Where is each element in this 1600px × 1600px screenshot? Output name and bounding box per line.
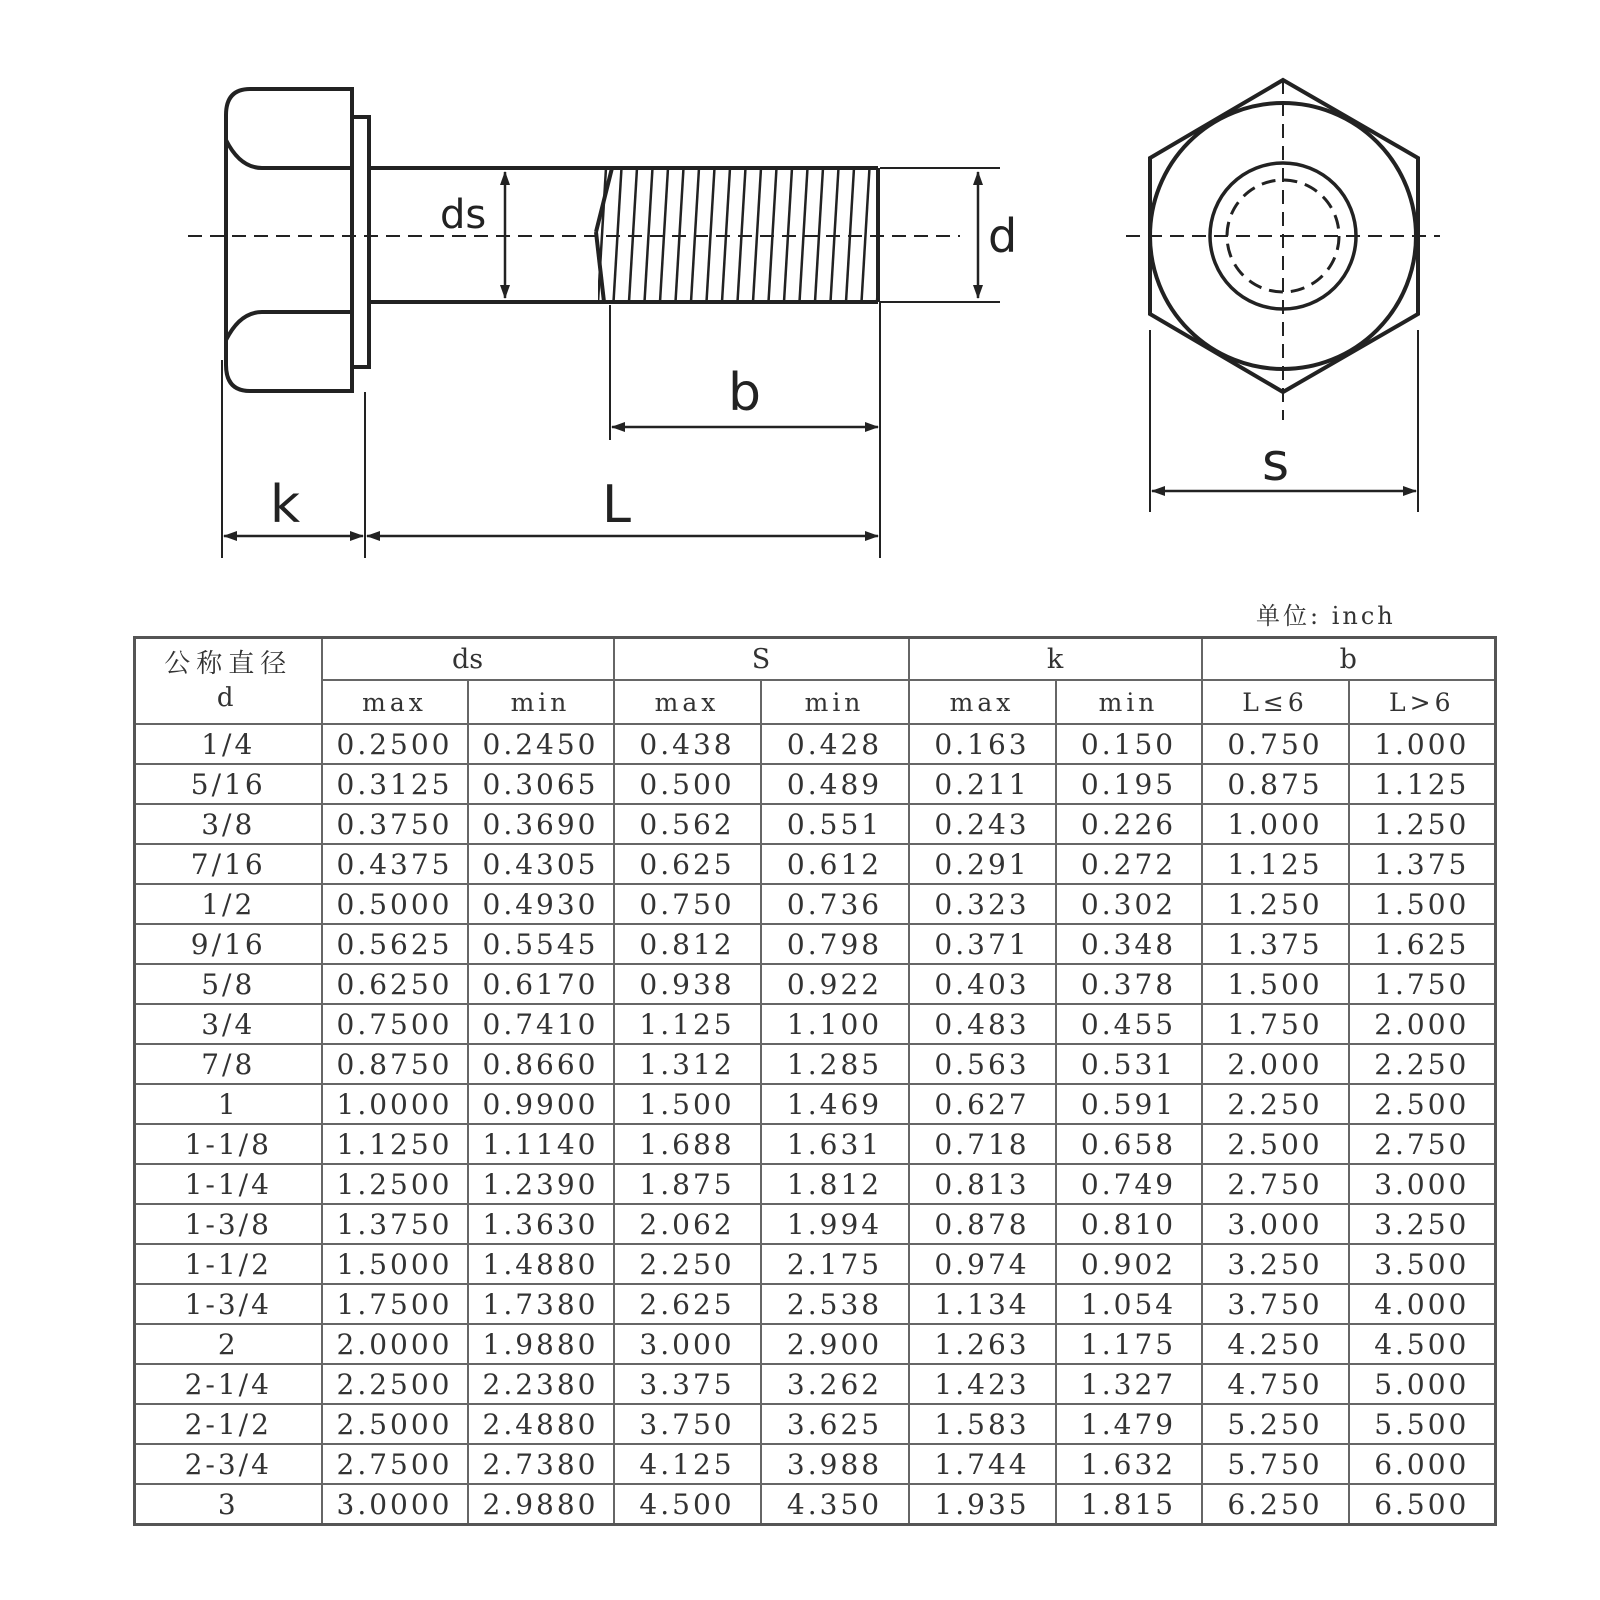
table-cell-value: 1.250 (1202, 884, 1349, 924)
table-cell-value: 2.5000 (322, 1404, 468, 1444)
table-cell-value: 0.4930 (468, 884, 614, 924)
table-cell-value: 0.749 (1056, 1164, 1202, 1204)
table-cell-diameter: 1/4 (135, 724, 322, 764)
table-row (135, 764, 1496, 804)
table-cell-diameter: 3/4 (135, 1004, 322, 1044)
table-cell-value: 2.2380 (468, 1364, 614, 1404)
table-cell-diameter: 1-1/2 (135, 1244, 322, 1284)
label-s: s (1262, 433, 1290, 493)
thread-line (862, 168, 870, 302)
table-cell-value: 1.5000 (322, 1244, 468, 1284)
table-cell-value: 1.744 (909, 1444, 1056, 1484)
table-cell-value: 0.3690 (468, 804, 614, 844)
table-cell-value: 0.5000 (322, 884, 468, 924)
label-ds: ds (440, 192, 487, 238)
table-cell-value: 1.312 (614, 1044, 761, 1084)
table-cell-value: 6.000 (1349, 1444, 1496, 1484)
table-cell-value: 0.6170 (468, 964, 614, 1004)
table-cell-value: 1.994 (761, 1204, 909, 1244)
table-cell-value: 4.125 (614, 1444, 761, 1484)
table-cell-diameter: 1-3/4 (135, 1284, 322, 1324)
table-row (135, 1364, 1496, 1404)
table-cell-value: 0.226 (1056, 804, 1202, 844)
table-row (135, 1444, 1496, 1484)
table-cell-value: 0.323 (909, 884, 1056, 924)
table-cell-value: 2.2500 (322, 1364, 468, 1404)
table-row (135, 804, 1496, 844)
table-cell-value: 0.5545 (468, 924, 614, 964)
table-row (135, 1004, 1496, 1044)
table-row (135, 1284, 1496, 1324)
table-cell-value: 0.403 (909, 964, 1056, 1004)
table-row (135, 1164, 1496, 1204)
table-row (135, 924, 1496, 964)
subheader-s-max: max (614, 680, 761, 724)
table-cell-value: 2.9880 (468, 1484, 614, 1525)
table-cell-value: 3.250 (1349, 1204, 1496, 1244)
table-cell-value: 0.974 (909, 1244, 1056, 1284)
header-d-line2: d (216, 683, 240, 713)
table-cell-value: 0.3125 (322, 764, 468, 804)
table-row (135, 1244, 1496, 1284)
table-cell-value: 1.812 (761, 1164, 909, 1204)
table-cell-value: 3.375 (614, 1364, 761, 1404)
table-cell-value: 1.054 (1056, 1284, 1202, 1324)
header-d-line1: 公称直径 (164, 649, 293, 679)
table-cell-value: 1.423 (909, 1364, 1056, 1404)
table-cell-value: 1.285 (761, 1044, 909, 1084)
table-cell-value: 0.718 (909, 1124, 1056, 1164)
header-group-s: S (614, 638, 909, 681)
table-row (135, 1204, 1496, 1244)
table-row (135, 884, 1496, 924)
table-cell-value: 1.935 (909, 1484, 1056, 1525)
table-cell-value: 5.000 (1349, 1364, 1496, 1404)
table-cell-value: 0.438 (614, 724, 761, 764)
table-cell-value: 0.4375 (322, 844, 468, 884)
table-row (135, 1484, 1496, 1525)
table-cell-value: 2.900 (761, 1324, 909, 1364)
table-cell-value: 5.750 (1202, 1444, 1349, 1484)
table-cell-diameter: 5/16 (135, 764, 322, 804)
table-cell-diameter: 2 (135, 1324, 322, 1364)
table-cell-value: 2.250 (614, 1244, 761, 1284)
table-cell-value: 0.658 (1056, 1124, 1202, 1164)
table-cell-value: 1.500 (1202, 964, 1349, 1004)
table-cell-value: 5.500 (1349, 1404, 1496, 1444)
table-cell-value: 1.125 (1202, 844, 1349, 884)
washer-face (352, 117, 369, 367)
bolt-spec-table (133, 636, 1497, 1526)
table-cell-value: 1.500 (614, 1084, 761, 1124)
table-cell-value: 2.750 (1349, 1124, 1496, 1164)
table-cell-value: 1.1250 (322, 1124, 468, 1164)
table-cell-value: 2.538 (761, 1284, 909, 1324)
subheader-s-min: min (761, 680, 909, 724)
table-cell-value: 0.483 (909, 1004, 1056, 1044)
header-group-b: b (1202, 638, 1496, 681)
subheader-b-short: L≤6 (1202, 680, 1349, 724)
table-cell-value: 1.375 (1349, 844, 1496, 884)
table-cell-value: 0.3750 (322, 804, 468, 844)
table-cell-value: 0.348 (1056, 924, 1202, 964)
table-cell-value: 2.250 (1202, 1084, 1349, 1124)
table-cell-value: 3.750 (1202, 1284, 1349, 1324)
table-cell-value: 0.8660 (468, 1044, 614, 1084)
table-cell-value: 0.551 (761, 804, 909, 844)
table-cell-diameter: 9/16 (135, 924, 322, 964)
table-cell-value: 1.625 (1349, 924, 1496, 964)
table-cell-value: 1.125 (1349, 764, 1496, 804)
table-cell-value: 2.000 (1349, 1004, 1496, 1044)
table-cell-value: 0.4305 (468, 844, 614, 884)
table-cell-value: 4.500 (614, 1484, 761, 1525)
unit-label: 单位: inch (1256, 602, 1396, 630)
table-cell-value: 0.813 (909, 1164, 1056, 1204)
table-cell-value: 1.1140 (468, 1124, 614, 1164)
table-cell-value: 2.7500 (322, 1444, 468, 1484)
table-cell-value: 2.175 (761, 1244, 909, 1284)
table-cell-value: 1.631 (761, 1124, 909, 1164)
table-cell-value: 2.750 (1202, 1164, 1349, 1204)
table-cell-value: 0.750 (1202, 724, 1349, 764)
table-cell-value: 1.469 (761, 1084, 909, 1124)
table-cell-value: 1.0000 (322, 1084, 468, 1124)
table-cell-value: 1.2500 (322, 1164, 468, 1204)
table-cell-value: 3.262 (761, 1364, 909, 1404)
table-cell-value: 3.0000 (322, 1484, 468, 1525)
table-cell-value: 0.211 (909, 764, 1056, 804)
table-cell-value: 2.4880 (468, 1404, 614, 1444)
table-cell-value: 0.302 (1056, 884, 1202, 924)
table-cell-value: 1.175 (1056, 1324, 1202, 1364)
table-cell-value: 0.455 (1056, 1004, 1202, 1044)
center-lines (188, 80, 1440, 420)
table-cell-value: 0.2500 (322, 724, 468, 764)
table-cell-value: 1.100 (761, 1004, 909, 1044)
table-row (135, 1084, 1496, 1124)
table-row (135, 1124, 1496, 1164)
subheader-k-min: min (1056, 680, 1202, 724)
table-cell-value: 0.938 (614, 964, 761, 1004)
table-cell-value: 1.500 (1349, 884, 1496, 924)
table-cell-value: 0.371 (909, 924, 1056, 964)
table-cell-value: 2.0000 (322, 1324, 468, 1364)
table-cell-value: 3.988 (761, 1444, 909, 1484)
table-row (135, 1044, 1496, 1084)
header-nominal-diameter (135, 638, 322, 725)
table-cell-value: 1.7380 (468, 1284, 614, 1324)
table-cell-value: 1.327 (1056, 1364, 1202, 1404)
subheader-b-long: L>6 (1349, 680, 1496, 724)
table-cell-diameter: 5/8 (135, 964, 322, 1004)
table-row (135, 844, 1496, 884)
table-cell-value: 0.378 (1056, 964, 1202, 1004)
table-cell-value: 3.250 (1202, 1244, 1349, 1284)
table-cell-value: 0.489 (761, 764, 909, 804)
table-cell-value: 2.500 (1349, 1084, 1496, 1124)
table-cell-value: 0.625 (614, 844, 761, 884)
table-cell-value: 0.562 (614, 804, 761, 844)
table-cell-value: 4.250 (1202, 1324, 1349, 1364)
table-cell-diameter: 3 (135, 1484, 322, 1525)
table-cell-value: 1.3750 (322, 1204, 468, 1244)
table-cell-value: 1.688 (614, 1124, 761, 1164)
table-row (135, 724, 1496, 764)
table-cell-value: 0.875 (1202, 764, 1349, 804)
table-cell-value: 0.8750 (322, 1044, 468, 1084)
table-cell-value: 0.5625 (322, 924, 468, 964)
table-cell-value: 4.500 (1349, 1324, 1496, 1364)
table-cell-value: 0.428 (761, 724, 909, 764)
table-cell-value: 0.810 (1056, 1204, 1202, 1244)
table-body (135, 724, 1496, 1525)
table-cell-value: 2.250 (1349, 1044, 1496, 1084)
bolt-head (226, 89, 352, 391)
table-cell-value: 1.479 (1056, 1404, 1202, 1444)
table-cell-value: 1.250 (1349, 804, 1496, 844)
side-view (226, 89, 878, 391)
label-L: L (602, 475, 631, 535)
table-cell-value: 1.000 (1349, 724, 1496, 764)
table-cell-diameter: 1-1/8 (135, 1124, 322, 1164)
table-cell-value: 0.591 (1056, 1084, 1202, 1124)
table-cell-value: 1.875 (614, 1164, 761, 1204)
table-cell-value: 1.632 (1056, 1444, 1202, 1484)
table-cell-diameter: 7/8 (135, 1044, 322, 1084)
table-header (135, 638, 1496, 725)
label-k: k (270, 475, 301, 535)
table-cell-value: 0.922 (761, 964, 909, 1004)
table-cell-value: 0.7500 (322, 1004, 468, 1044)
table-cell-value: 0.163 (909, 724, 1056, 764)
table-cell-value: 3.000 (614, 1324, 761, 1364)
table-cell-diameter: 1-3/8 (135, 1204, 322, 1244)
table-cell-value: 0.798 (761, 924, 909, 964)
table-cell-value: 2.500 (1202, 1124, 1349, 1164)
table-cell-value: 0.272 (1056, 844, 1202, 884)
table-cell-value: 0.243 (909, 804, 1056, 844)
table-cell-diameter: 1-1/4 (135, 1164, 322, 1204)
table-cell-value: 5.250 (1202, 1404, 1349, 1444)
table-cell-value: 0.878 (909, 1204, 1056, 1244)
table-cell-value: 3.625 (761, 1404, 909, 1444)
table-cell-value: 2.062 (614, 1204, 761, 1244)
table-cell-value: 3.000 (1202, 1204, 1349, 1244)
table-cell-value: 6.250 (1202, 1484, 1349, 1525)
table-cell-diameter: 3/8 (135, 804, 322, 844)
thread-line (753, 168, 761, 302)
subheader-k-max: max (909, 680, 1056, 724)
table-cell-value: 1.750 (1202, 1004, 1349, 1044)
table-cell-value: 0.500 (614, 764, 761, 804)
table-cell-value: 4.000 (1349, 1284, 1496, 1324)
subheader-ds-max: max (322, 680, 468, 724)
table-cell-value: 0.2450 (468, 724, 614, 764)
table-cell-value: 1.2390 (468, 1164, 614, 1204)
table-cell-value: 0.627 (909, 1084, 1056, 1124)
table-row (135, 1324, 1496, 1364)
table-cell-diameter: 2-3/4 (135, 1444, 322, 1484)
table-cell-value: 1.815 (1056, 1484, 1202, 1525)
table-cell-value: 0.6250 (322, 964, 468, 1004)
bolt-technical-drawing (0, 0, 1600, 590)
table-cell-value: 0.563 (909, 1044, 1056, 1084)
table-cell-value: 1.4880 (468, 1244, 614, 1284)
table-cell-value: 0.531 (1056, 1044, 1202, 1084)
table-cell-value: 1.3630 (468, 1204, 614, 1244)
table-cell-diameter: 7/16 (135, 844, 322, 884)
table-cell-value: 2.7380 (468, 1444, 614, 1484)
table-cell-value: 0.3065 (468, 764, 614, 804)
table-cell-value: 1.583 (909, 1404, 1056, 1444)
label-d: d (988, 209, 1018, 263)
table-cell-diameter: 2-1/4 (135, 1364, 322, 1404)
head-facet-lower (226, 312, 352, 340)
table-cell-value: 0.9900 (468, 1084, 614, 1124)
subheader-ds-min: min (468, 680, 614, 724)
table-row (135, 1404, 1496, 1444)
table-cell-value: 0.612 (761, 844, 909, 884)
table-cell-value: 2.625 (614, 1284, 761, 1324)
head-facet-upper (226, 140, 352, 168)
table-cell-value: 4.750 (1202, 1364, 1349, 1404)
label-b: b (728, 363, 762, 423)
table-cell-value: 0.7410 (468, 1004, 614, 1044)
table-cell-value: 0.750 (614, 884, 761, 924)
table-cell-value: 0.736 (761, 884, 909, 924)
table-cell-value: 1.375 (1202, 924, 1349, 964)
table-cell-value: 1.134 (909, 1284, 1056, 1324)
table-cell-value: 6.500 (1349, 1484, 1496, 1525)
table-cell-value: 0.195 (1056, 764, 1202, 804)
table-cell-diameter: 2-1/2 (135, 1404, 322, 1444)
table-cell-value: 4.350 (761, 1484, 909, 1525)
table-cell-value: 1.125 (614, 1004, 761, 1044)
table-cell-diameter: 1 (135, 1084, 322, 1124)
table-cell-value: 0.812 (614, 924, 761, 964)
table-cell-value: 1.000 (1202, 804, 1349, 844)
table-cell-value: 0.902 (1056, 1244, 1202, 1284)
header-group-k: k (909, 638, 1202, 681)
table-cell-value: 1.263 (909, 1324, 1056, 1364)
table-cell-value: 3.750 (614, 1404, 761, 1444)
table-cell-value: 3.000 (1349, 1164, 1496, 1204)
table-cell-value: 0.291 (909, 844, 1056, 884)
table-cell-value: 1.9880 (468, 1324, 614, 1364)
table-cell-value: 3.500 (1349, 1244, 1496, 1284)
table-cell-value: 1.750 (1349, 964, 1496, 1004)
table-cell-value: 0.150 (1056, 724, 1202, 764)
table-cell-value: 2.000 (1202, 1044, 1349, 1084)
table-row (135, 964, 1496, 1004)
header-group-ds: ds (322, 638, 614, 681)
table-cell-diameter: 1/2 (135, 884, 322, 924)
table-cell-value: 1.7500 (322, 1284, 468, 1324)
